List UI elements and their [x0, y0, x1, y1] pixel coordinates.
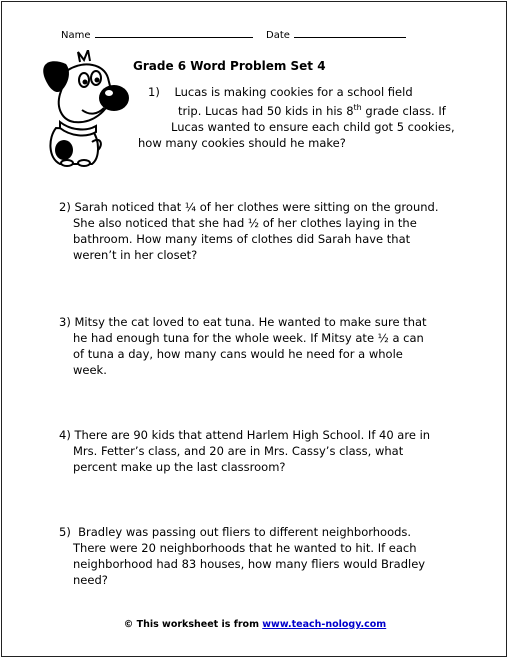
footer-text: © This worksheet is from	[123, 619, 263, 630]
question-1-line-4: how many cookies should he make?	[138, 135, 346, 150]
question-3-line-4: week.	[73, 363, 107, 377]
name-blank-line[interactable]	[95, 28, 253, 38]
question-5-line-4: need?	[73, 573, 108, 587]
question-5-number: 5)	[59, 525, 71, 539]
question-1	[138, 84, 455, 151]
question-3-number: 3)	[59, 315, 71, 329]
question-4	[59, 427, 430, 475]
question-2-line-3: bathroom. How many items of clothes did Sarah have that	[73, 232, 411, 246]
question-1-line-2-end: grade class. If	[361, 103, 446, 118]
question-2-number: 2)	[59, 200, 71, 214]
question-2-line-1: Sarah noticed that ¼ of her clothes were sitting on the ground.	[74, 200, 439, 214]
name-field	[61, 28, 253, 43]
question-5-line-2: There were 20 neighborhoods that he wanted to hit. If each	[73, 541, 417, 555]
question-3-line-2: he had enough tuna for the whole week. If Mitsy ate ½ a can	[73, 331, 424, 345]
cartoon-dog-illustration	[34, 50, 134, 170]
footer-link[interactable]: www.teach-nology.com	[262, 619, 387, 630]
question-1-superscript: th	[353, 103, 362, 112]
question-4-line-1: There are 90 kids that attend Harlem High School. If 40 are in	[74, 428, 431, 442]
name-label: Name	[61, 30, 91, 41]
question-2-line-4: weren’t in her closet?	[73, 248, 198, 262]
date-label: Date	[266, 30, 290, 41]
question-1-line-2: trip. Lucas had 50 kids in his 8	[178, 103, 354, 118]
question-3	[59, 314, 427, 378]
question-5	[59, 524, 425, 588]
question-1-number: 1)	[148, 85, 160, 99]
question-5-line-3: neighborhood had 83 houses, how many fliers would Bradley	[73, 557, 426, 571]
date-field	[266, 28, 406, 43]
question-4-line-3: percent make up the last classroom?	[73, 460, 286, 474]
question-2-line-2: She also noticed that she had ½ of her clothes laying in the	[73, 216, 417, 230]
question-4-number: 4)	[59, 428, 71, 442]
question-3-line-3: of tuna a day, how many cans would he need for a whole	[73, 347, 403, 361]
question-3-line-1: Mitsy the cat loved to eat tuna. He wanted to make sure that	[74, 315, 427, 329]
worksheet-title: Grade 6 Word Problem Set 4	[133, 59, 326, 73]
question-1-line-1: Lucas is making cookies for a school field	[174, 85, 413, 99]
question-1-line-3: Lucas wanted to ensure each child got 5 cookies,	[171, 119, 455, 134]
date-blank-line[interactable]	[294, 28, 406, 38]
question-4-line-2: Mrs. Fetter’s class, and 20 are in Mrs. Cassy’s class, what	[73, 444, 404, 458]
question-5-line-1: Bradley was passing out fliers to different neighborhoods.	[78, 525, 412, 539]
footer	[0, 619, 510, 630]
question-2	[59, 199, 438, 263]
